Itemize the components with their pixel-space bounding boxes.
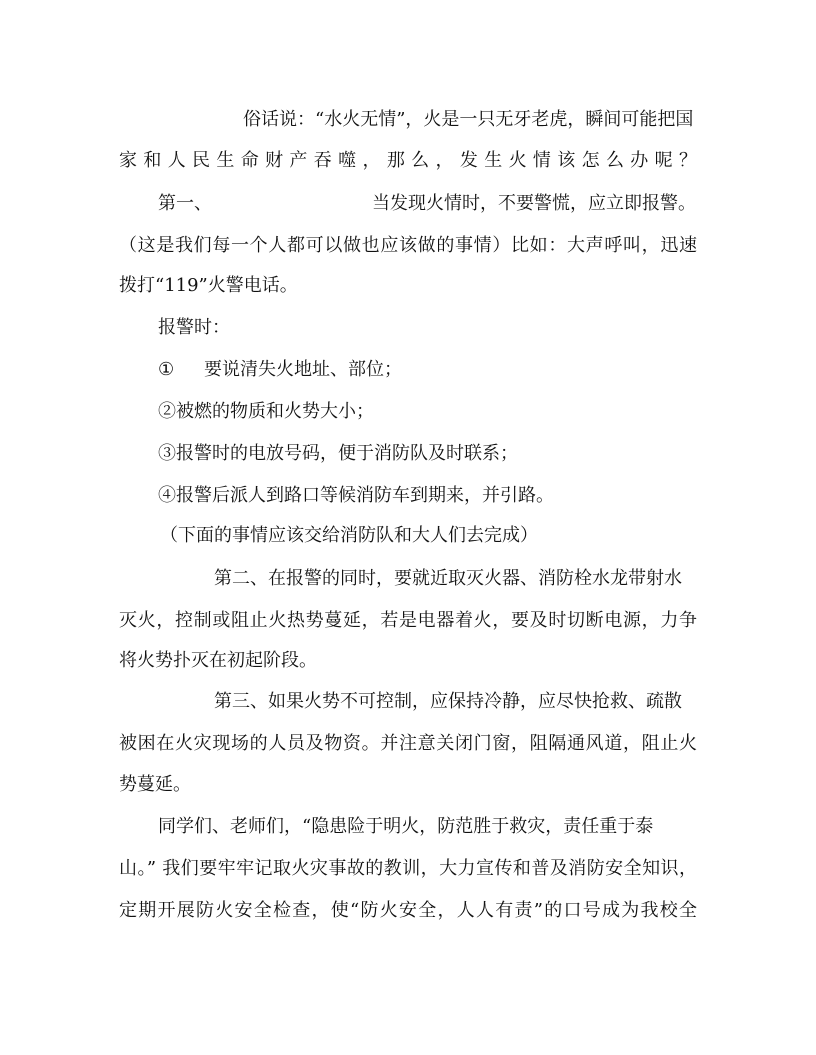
list-item: ②被燃的物质和火势大小；	[158, 401, 374, 422]
text-line: 当发现火情时，不要警慌，应立即报警。	[372, 193, 696, 214]
text-line: （下面的事情应该交给消防队和大人们去完成）	[160, 525, 538, 546]
text-line: 定期开展防火安全检查，使“防火安全，人人有责”的口号成为我校全	[119, 900, 697, 921]
text-line: 家和人民生命财产吞噬，那么，发生火情该怎么办呢？	[119, 150, 697, 171]
text-line: 拨打“119”火警电话。	[119, 275, 298, 296]
list-marker: ①	[158, 359, 175, 380]
text-line: 将火势扑灭在初起阶段。	[119, 650, 317, 671]
text-line: 灭火，控制或阻止火热势蔓延，若是电器着火，要及时切断电源，力争	[119, 610, 697, 631]
text-line: 报警时：	[158, 317, 230, 338]
text-line: 第一、	[158, 193, 212, 214]
text-line: 俗话说：“水火无情”，火是一只无牙老虎，瞬间可能把国	[243, 109, 694, 130]
text-line: 山。” 我们要牢牢记取火灾事故的教训，大力宣传和普及消防安全知识，	[119, 858, 697, 879]
text-line: 势蔓延。	[119, 774, 191, 795]
text-line: 第二、在报警的同时，要就近取灭火器、消防栓水龙带射水	[214, 568, 682, 589]
text-line: （这是我们每一个人都可以做也应该做的事情）比如：大声呼叫，迅速	[119, 235, 697, 256]
text-line: 被困在火灾现场的人员及物资。并注意关闭门窗，阻隔通风道，阻止火	[119, 733, 697, 754]
list-item: 要说清失火地址、部位；	[204, 359, 402, 380]
list-item: ④报警后派人到路口等候消防车到期来，并引路。	[158, 485, 554, 506]
text-line: 第三、如果火势不可控制，应保持冷静，应尽快抢救、疏散	[214, 691, 682, 712]
list-item: ③报警时的电放号码，便于消防队及时联系；	[158, 443, 518, 464]
text-line: 同学们、老师们，“隐患险于明火，防范胜于救灾，责任重于泰	[158, 816, 654, 837]
